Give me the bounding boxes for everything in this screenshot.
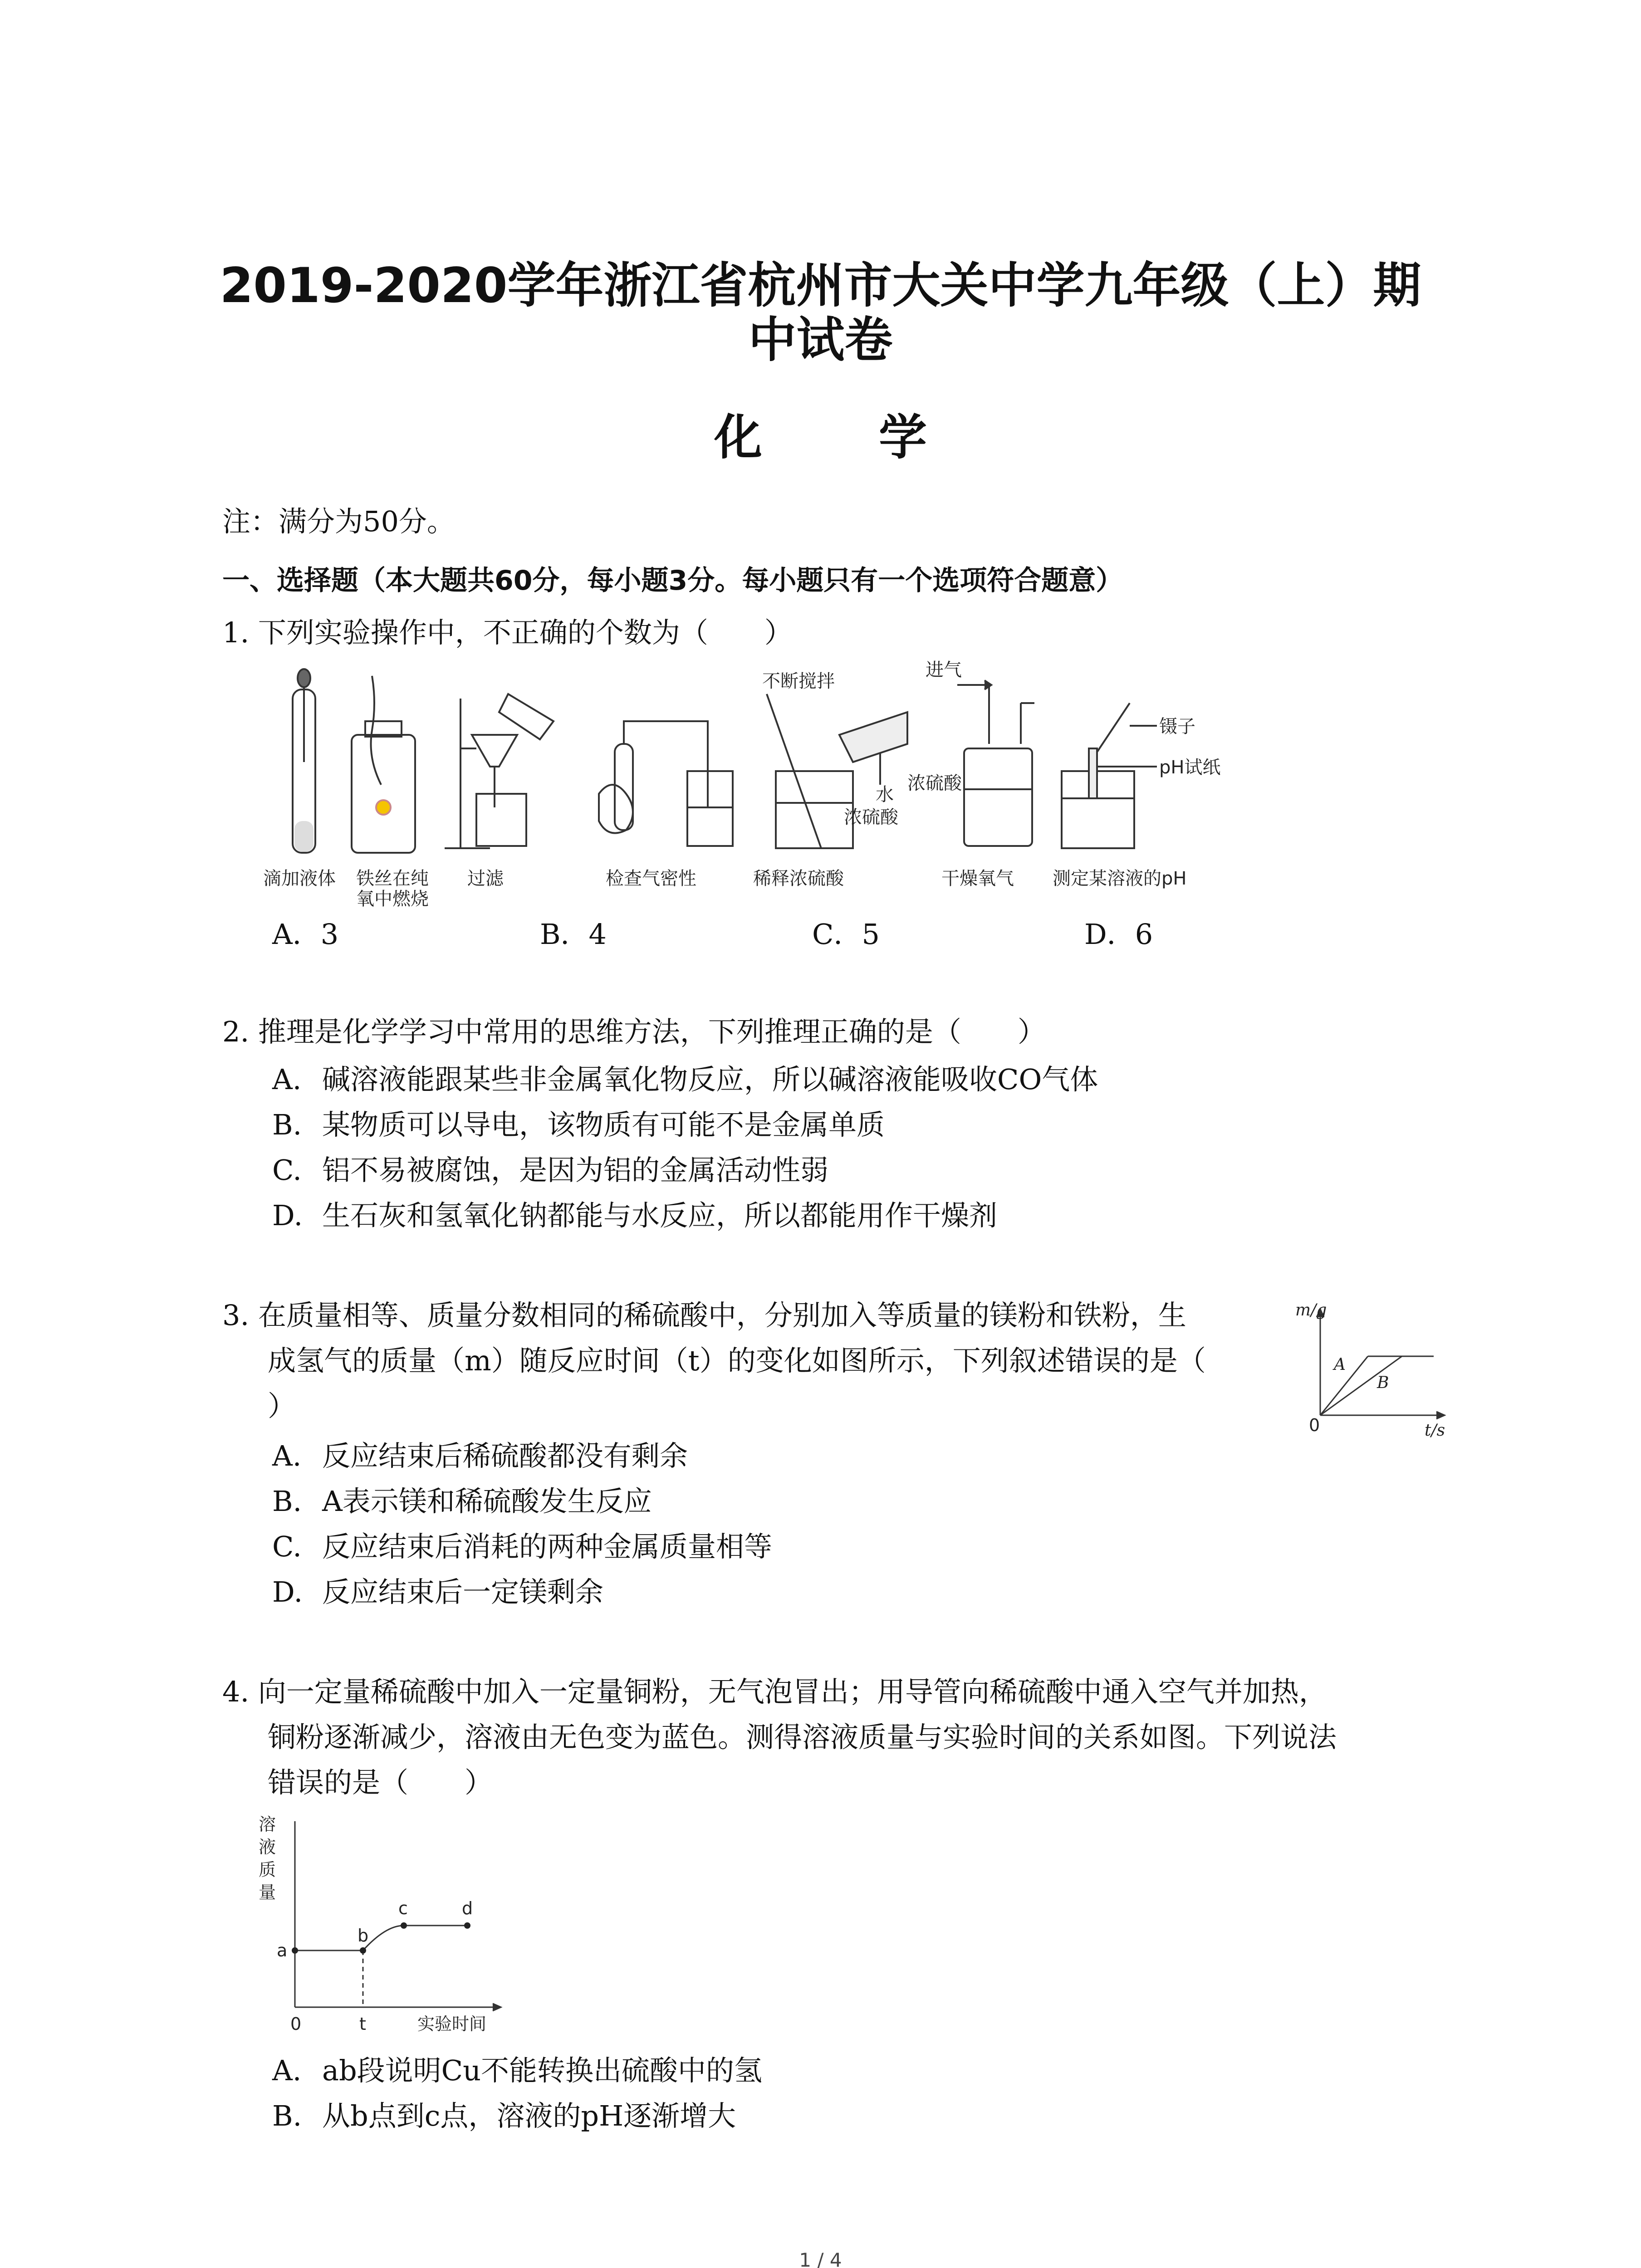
option-text: 反应结束后消耗的两种金属质量相等 — [322, 1530, 773, 1563]
q4-stem-line2: 铜粉逐渐减少，溶液由无色变为蓝色。测得溶液质量与实验时间的关系如图。下列说法 — [268, 1721, 1337, 1754]
q1-option-b: B．4 — [540, 918, 607, 951]
option-letter: C. — [272, 1530, 302, 1563]
q4-point-d: d — [462, 1898, 473, 1918]
annot-acid: 浓硫酸 — [844, 807, 898, 828]
q4-point-b: b — [358, 1926, 369, 1945]
q4-ylabel-2: 液 — [259, 1837, 276, 1857]
option-letter: C. — [272, 1154, 302, 1187]
q3-stem-line3: ） — [268, 1389, 296, 1422]
exam-title-line2: 中试卷 — [748, 312, 893, 368]
dropper-tube-drawing — [293, 669, 315, 853]
annot-tweezers: 镊子 — [1159, 716, 1195, 737]
option-text: ab段说明Cu不能转换出硫酸中的氢 — [322, 2054, 763, 2087]
option-text: 某物质可以导电，该物质有可能不是金属单质 — [322, 1108, 885, 1141]
q1-stem: 1. 下列实验操作中，不正确的个数为（ ） — [222, 616, 793, 649]
q4-stem-line3: 错误的是（ ） — [268, 1766, 493, 1799]
option-letter: A. — [272, 1063, 302, 1096]
section-heading: 一、选择题（本大题共60分，每小题3分。每小题只有一个选项符合题意） — [222, 565, 1123, 596]
option-letter: D. — [272, 1575, 303, 1608]
caption-dilute: 稀释浓硫酸 — [753, 868, 844, 889]
option-text: 反应结束后稀硫酸都没有剩余 — [322, 1439, 688, 1472]
subject-title: 化 学 — [714, 410, 977, 465]
q2-option-d — [272, 1198, 997, 1234]
score-note: 注：满分为50分。 — [222, 505, 455, 538]
q4-option-a — [272, 2053, 762, 2089]
option-text: 碱溶液能跟某些非金属氧化物反应，所以碱溶液能吸收CO气体 — [322, 1063, 1098, 1096]
q3-option-a — [272, 1438, 688, 1474]
q2-stem: 2. 推理是化学学习中常用的思维方法，下列推理正确的是（ ） — [222, 1015, 1046, 1048]
q4-ylabel-3: 质 — [259, 1860, 276, 1880]
q4-ylabel-1: 溶 — [259, 1814, 276, 1834]
q3-option-c — [272, 1529, 772, 1565]
caption-drip: 滴加液体 — [263, 868, 336, 889]
caption-dry: 干燥氧气 — [941, 868, 1014, 889]
q3-hydrogen-graph — [1288, 1297, 1452, 1447]
q2-option-a — [272, 1061, 1098, 1098]
ph-test-drawing — [1062, 703, 1157, 848]
option-letter: B. — [272, 1485, 302, 1518]
option-text: 反应结束后一定镁剩余 — [322, 1575, 604, 1608]
option-text: 从b点到c点，溶液的pH逐渐增大 — [322, 2099, 736, 2132]
q4-point-c: c — [398, 1898, 408, 1918]
q1-option-d: D．6 — [1084, 918, 1153, 951]
q4-origin: 0 — [290, 2014, 302, 2034]
exam-title-line1: 2019-2020学年浙江省杭州市大关中学九年级（上）期 — [220, 258, 1421, 313]
q3-y-label: m/g — [1295, 1301, 1327, 1320]
q3-stem-line2: 成氢气的质量（m）随反应时间（t）的变化如图所示，下列叙述错误的是（ — [268, 1344, 1206, 1377]
option-text: 生石灰和氢氧化钠都能与水反应，所以都能用作干燥剂 — [322, 1199, 998, 1232]
option-text: 铝不易被腐蚀，是因为铝的金属活动性弱 — [322, 1154, 829, 1187]
q3-origin: 0 — [1309, 1415, 1320, 1435]
annot-water: 水 — [876, 784, 894, 805]
annot-stir: 不断搅拌 — [762, 671, 835, 692]
q2-option-c — [272, 1152, 828, 1188]
option-letter: B. — [272, 1108, 302, 1141]
annot-gas-in: 进气 — [926, 660, 962, 680]
q4-point-a: a — [277, 1941, 288, 1960]
q3-stem-line1: 3. 在质量相等、质量分数相同的稀硫酸中，分别加入等质量的镁粉和铁粉，生 — [222, 1299, 1186, 1332]
caption-ph: 测定某溶液的pH — [1053, 868, 1187, 889]
option-letter: A. — [272, 2054, 302, 2087]
option-text: A表示镁和稀硫酸发生反应 — [322, 1485, 652, 1518]
q3-option-b — [272, 1483, 652, 1520]
q4-solution-mass-graph — [254, 1812, 508, 2039]
q1-option-c: C．5 — [812, 918, 880, 951]
q4-x-label: 实验时间 — [417, 2014, 487, 2034]
filtration-drawing — [445, 694, 554, 848]
option-letter: A. — [272, 1439, 302, 1472]
airtightness-drawing — [599, 721, 733, 846]
option-letter: D. — [272, 1199, 303, 1232]
q1-apparatus-figure — [254, 658, 1221, 909]
caption-iron-2: 氧中燃烧 — [356, 889, 429, 909]
drying-oxygen-drawing — [957, 680, 1034, 846]
q3-x-label: t/s — [1425, 1421, 1445, 1440]
page-number: 1 / 4 — [799, 2249, 842, 2268]
caption-iron-1: 铁丝在纯 — [356, 868, 429, 889]
q3-curve-b: B — [1377, 1374, 1389, 1392]
q2-option-b — [272, 1107, 885, 1143]
q3-option-d — [272, 1574, 603, 1610]
iron-wire-bottle-drawing — [352, 676, 415, 853]
q4-option-b — [272, 2098, 736, 2134]
q3-curve-a: A — [1334, 1355, 1346, 1374]
q4-stem-line1: 4. 向一定量稀硫酸中加入一定量铜粉，无气泡冒出；用导管向稀硫酸中通入空气并加热， — [222, 1675, 1327, 1708]
caption-filter: 过滤 — [467, 868, 504, 889]
q4-t-label: t — [359, 2014, 366, 2034]
annot-acid-2: 浓硫酸 — [907, 773, 962, 794]
option-letter: B. — [272, 2099, 302, 2132]
q4-ylabel-4: 量 — [259, 1882, 276, 1902]
annot-ph-paper: pH试纸 — [1159, 757, 1221, 778]
caption-airtight: 检查气密性 — [606, 868, 696, 889]
q1-option-a: A．3 — [272, 918, 339, 951]
